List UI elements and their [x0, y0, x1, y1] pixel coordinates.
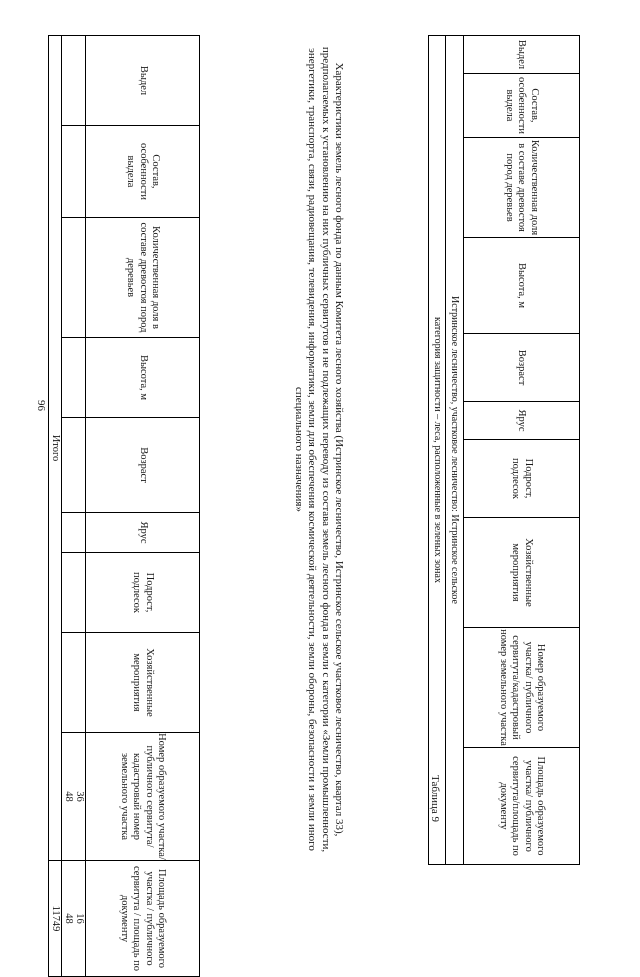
col-header-area: Площадь образуемого участка/ публичного сервитута/площадь по документу	[463, 748, 579, 865]
table-row	[62, 36, 86, 977]
col-header-undergrowth: Подрост, подлесок	[463, 440, 579, 518]
col-header-area: Площадь образуемого участка / публичного сервитута / площадь по документу	[85, 861, 199, 977]
plot-number-value: 48	[62, 791, 74, 802]
col-header-plot-number: Номер образуемого участка/ публичного сервитута/кадастровый номер земельного участка	[85, 733, 199, 861]
col-header-plot-number: Номер образуемого участка/ публичного сервитута/кадастровый номер земельного участка	[463, 628, 579, 748]
col-header-vydel: Выдел	[85, 36, 199, 126]
col-header-age: Возраст	[463, 334, 579, 402]
col-header-measures: Хозяйственные мероприятия	[85, 633, 199, 733]
section-row	[446, 36, 463, 865]
forestry-section-label: Истринское лесничество, участковое лесничество: Истринское сельское	[446, 36, 463, 865]
total-row	[49, 36, 62, 977]
col-header-tier: Ярус	[463, 402, 579, 440]
protection-category-label: категория защитности – леса, расположенные в зеленых зонах	[429, 36, 446, 865]
forest-table-continued	[48, 35, 200, 977]
header-row	[463, 36, 579, 865]
area-value: 16	[73, 913, 85, 924]
table-caption: Характеристики земель лесного фонда по данным Комитета лесного хозяйства (Истринское лесничество, Истринское сельское участковое лесничество, квартал 33), предполагаемых к установлению на них публичных сервитутов и не подлежащих переводу из состава земель лесного фонда в земли с категории «Земли промышленности, энергетики, транспорта, связи, радиовещания, телевидения, информатики, земли для обеспечения космической деятельности, земли обороны, безопасности и земли иного специального назначения»	[292, 46, 345, 853]
total-label: Итого	[49, 36, 62, 861]
col-header-vydel: Выдел	[463, 36, 579, 74]
page-number: 96	[35, 400, 47, 411]
table-number-label: Таблица 9	[429, 775, 441, 823]
plot-number-cell	[62, 733, 86, 861]
col-header-measures: Хозяйственные мероприятия	[463, 518, 579, 628]
area-value: 48	[62, 913, 74, 924]
total-area-value: 11749	[49, 861, 62, 977]
col-header-share: Количественная доля в составе древостоя пород деревьев	[85, 218, 199, 338]
col-header-share: Количественная доля в составе древостоя пород деревьев	[463, 138, 579, 238]
col-header-height: Высота, м	[85, 338, 199, 418]
col-header-composition: Состав, особенности выдела	[85, 126, 199, 218]
col-header-age: Возраст	[85, 418, 199, 513]
header-row	[85, 36, 199, 977]
area-cell	[62, 861, 86, 977]
col-header-composition: Состав, особенности выдела	[463, 74, 579, 138]
col-header-tier: Ярус	[85, 513, 199, 553]
plot-number-value: 36	[73, 791, 85, 802]
col-header-undergrowth: Подрост, подлесок	[85, 553, 199, 633]
col-header-height: Высота, м	[463, 238, 579, 334]
forest-table-9	[428, 35, 580, 865]
category-row	[429, 36, 446, 865]
